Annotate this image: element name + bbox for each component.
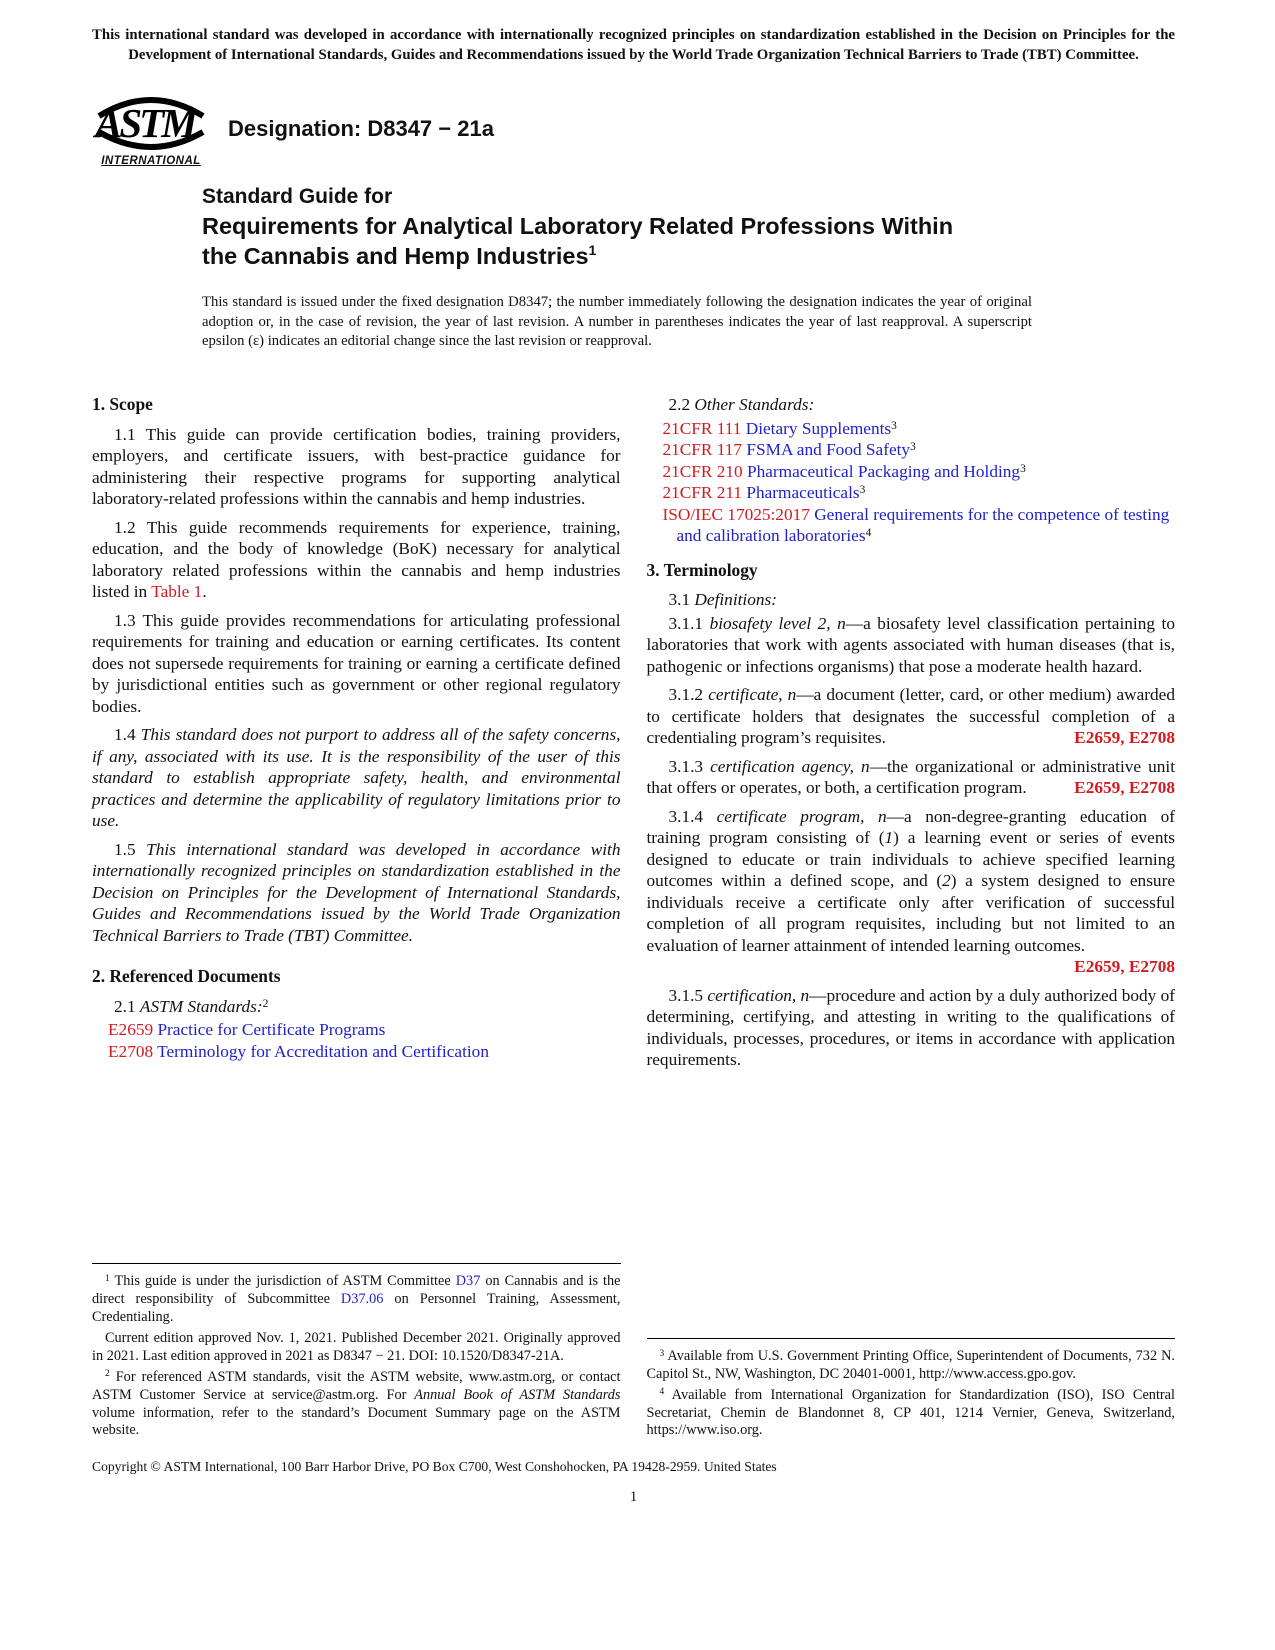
link-e2659[interactable]: E2659 [108, 1020, 154, 1040]
document-title [202, 211, 992, 271]
paragraph-1-1: 1.1 This guide can provide certification bodies, training providers, employers, and certificate issuers, with best-practice guidance for administering their respective programs for supporting analytical laboratory-related professions within the cannabis and hemp industries. [92, 424, 621, 509]
astm-logo-icon [92, 92, 210, 154]
left-footnotes [92, 1263, 621, 1443]
section-1-heading: 1. Scope [92, 394, 153, 415]
link-21cfr-117[interactable]: 21CFR 117 [662, 440, 743, 460]
paragraph-1-4: 1.4 This standard does not purport to address all of the safety concerns, if any, associated with its use. It is the responsibility of the user of this standard to establish appropriate safety, health, and environmental practices and determine the applicability of regulatory limitations prior to use. [92, 725, 621, 831]
reference-21cfr-117: 21CFR 117 FSMA and Food Safety$^3$ [662, 440, 916, 460]
link-21cfr-210[interactable]: 21CFR 210 [662, 461, 743, 481]
reference-e2659: E2659 Practice for Certificate Programs [108, 1020, 386, 1040]
title-kicker: Standard Guide for [202, 184, 393, 208]
wto-notice: This international standard was developed in accordance with internationally recognized principles on standardization established in the Decision on Principles for the Development of International Standards, Guides and Recommendations issued by the World Trade Organization Technical Barriers to Trade (TBT) Committee. [92, 27, 1175, 63]
reference-21cfr-111: 21CFR 111 Dietary Supplements$^3$ [662, 418, 897, 438]
link-table-1[interactable]: Table 1 [151, 582, 203, 602]
right-footnotes [647, 1338, 1176, 1444]
link-refs-e2659-e2708[interactable]: E2659, E2708 [1074, 778, 1175, 798]
issuance-note: This standard is issued under the fixed designation D8347; the number immediately following the designation indicates the year of original adoption or, in the case of revision, the year of last revision. A number in parentheses indicates the year of last reapproval. A superscript epsilon (ε) indicates an editorial change since the last revision or reapproval. [202, 294, 1032, 349]
reference-iso-17025: ISO/IEC 17025:2017 General requirements for the competence of testing and calibration laboratories$^4$ [662, 504, 1170, 546]
link-e2708[interactable]: E2708 [108, 1041, 154, 1061]
two-column-body [92, 381, 1175, 1443]
section-3-heading: 3. Terminology [646, 559, 758, 580]
designation-row [92, 92, 1175, 167]
link-d37[interactable]: D37 [455, 1273, 481, 1290]
paragraph-2-1: 2.1 ASTM Standards:$^2$ [114, 996, 269, 1016]
title-footnote-ref: 1 [588, 242, 597, 259]
left-column [92, 381, 621, 1443]
right-column [647, 381, 1176, 1443]
reference-e2708: E2708 Terminology for Accreditation and Certification [108, 1041, 489, 1061]
link-refs-e2659-e2708[interactable]: E2659, E2708 [1074, 957, 1175, 977]
link-d37-06[interactable]: D37.06 [340, 1291, 384, 1308]
link-refs-e2659-e2708[interactable]: E2659, E2708 [1074, 728, 1175, 748]
designation-label: Designation: D8347 − 21a [228, 116, 494, 142]
footnote-1: $^1$ This guide is under the jurisdiction of ASTM Committee D37 on Cannabis and is the direct responsibility of Subcommittee D37.06 on Personnel Training, Assessment, Credentialing. [92, 1273, 621, 1325]
paragraph-1-5: 1.5 This international standard was developed in accordance with internationally recognized principles on standardization established in the Decision on Principles for the Development of International Standards, Guides and Recommendations issued by the World Trade Organization Technical Barriers to Trade (TBT) Committee. [92, 839, 621, 945]
paragraph-3-1-1: 3.1.1 biosafety level 2, n—a biosafety level classification pertaining to laboratories that work with agents associated with human diseases (that is, pathogenic or infections organisms) that pose a moderate health hazard. [646, 613, 1175, 676]
document-title-text: Requirements for Analytical Laboratory Related Professions Within the Cannabis and Hemp Industries [202, 212, 954, 270]
logo-international-label: INTERNATIONAL [101, 154, 201, 167]
paragraph-3-1-2: 3.1.2 certificate, n—a document (letter, card, or other medium) awarded to certificate holders that designates the successful completion of a credentialing program’s requisites. E2659, E2708 [646, 685, 1175, 748]
paragraph-3-1: 3.1 Definitions: [668, 590, 777, 610]
footnote-3: $^3$ Available from U.S. Government Printing Office, Superintendent of Documents, 732 N. Capitol St., NW, Washington, DC 20401-0001, http://www.access.gpo.gov. [646, 1347, 1175, 1382]
section-2-heading: 2. Referenced Documents [92, 966, 281, 987]
paragraph-3-1-5: 3.1.5 certification, n—procedure and action by a duly authorized body of determining, certifying, and attesting in writing to the qualifications of individuals, processes, procedures, or items in accordance with application requirements. [646, 985, 1175, 1070]
footnote-2: $^2$ For referenced ASTM standards, visit the ASTM website, www.astm.org, or contact ASTM Customer Service at service@astm.org. For Annual Book of ASTM Standards volume information, refer to the standard’s Document Summary page on the ASTM website. [92, 1368, 621, 1439]
paragraph-3-1-3: 3.1.3 certification agency, n—the organizational or administrative unit that offers or operates, or both, a certification program. E2659, E2708 [646, 756, 1175, 798]
paragraph-1-3: 1.3 This guide provides recommendations for articulating professional requirements for training and education or earning certificates. Its content does not supersede requirements for training or earning a certificate defined by jurisdictional entities such as government or other regional regulatory bodies. [92, 610, 621, 716]
paragraph-3-1-4: 3.1.4 certificate program, n—a non-degree-granting education of training program consisting of (1) a learning event or series of events designed to educate or train individuals to achieve specified learning outcomes within a defined scope, and (2) a system designed to ensure individuals receive a certificate only after verification of successful completion of all program requisites, including but not limited to an evaluation of learner attainment of intended learning outcomes. E2659, E2708 [646, 806, 1175, 977]
footnote-current-edition: Current edition approved Nov. 1, 2021. Published December 2021. Originally approved in 2021. Last edition approved in 2021 as D8347 − 21. DOI: 10.1520/D8347-21A. [92, 1329, 621, 1364]
footnote-4: $^4$ Available from International Organization for Standardization (ISO), ISO Central Secretariat, Chemin de Blandonnet 8, CP 401, 1214 Vernier, Geneva, Switzerland, https://www.iso.org. [646, 1386, 1175, 1439]
page-number: 1 [629, 1489, 638, 1506]
link-21cfr-111[interactable]: 21CFR 111 [662, 418, 742, 438]
title-block [202, 185, 1175, 351]
reference-21cfr-211: 21CFR 211 Pharmaceuticals$^3$ [662, 483, 866, 503]
link-21cfr-211[interactable]: 21CFR 211 [662, 483, 743, 503]
link-iso-17025[interactable]: ISO/IEC 17025:2017 [662, 504, 810, 524]
copyright-line: Copyright © ASTM International, 100 Barr Harbor Drive, PO Box C700, West Conshohocken, PA 19428-2959. United States [92, 1459, 777, 1475]
paragraph-1-2: 1.2 This guide recommends requirements for experience, training, education, and the body of knowledge (BoK) necessary for analytical laboratory related professions within the cannabis and hemp industries listed in Table 1. [92, 517, 621, 602]
reference-21cfr-210: 21CFR 210 Pharmaceutical Packaging and Holding$^3$ [662, 461, 1026, 481]
paragraph-2-2: 2.2 Other Standards: [668, 395, 815, 415]
svg-text:ASTM: ASTM [95, 99, 195, 146]
astm-logo [92, 92, 210, 167]
